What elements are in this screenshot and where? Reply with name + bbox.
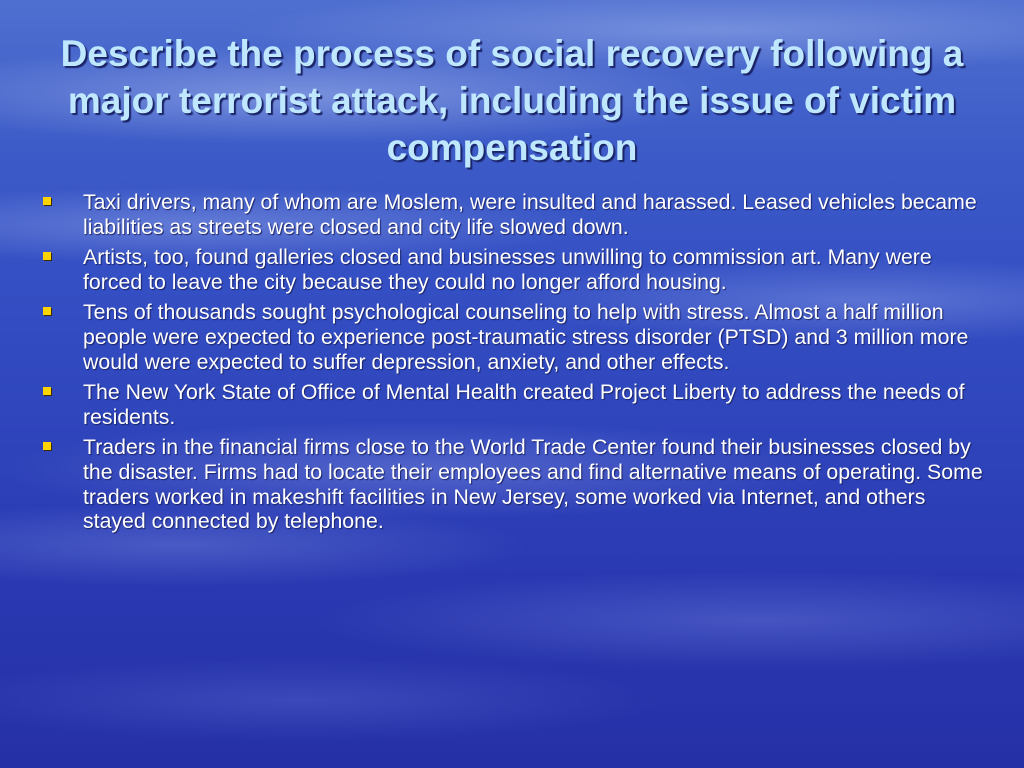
list-item — [43, 435, 988, 533]
list-item — [43, 380, 988, 429]
bullet-text: The New York State of Office of Mental Health created Project Liberty to address the needs of residents. — [83, 380, 965, 429]
list-item — [43, 300, 988, 374]
square-bullet-icon — [43, 197, 51, 205]
bullet-list — [43, 190, 988, 540]
bullet-text: Artists, too, found galleries closed and businesses unwilling to commission art. Many were forced to leave the city because they could no longer afford housing. — [83, 245, 932, 294]
square-bullet-icon — [43, 307, 51, 315]
list-item — [43, 190, 988, 239]
square-bullet-icon — [43, 252, 51, 260]
square-bullet-icon — [43, 387, 51, 395]
square-bullet-icon — [43, 442, 51, 450]
bullet-text: Taxi drivers, many of whom are Moslem, were insulted and harassed. Leased vehicles became liabilities as streets were closed and city life slowed down. — [83, 190, 977, 239]
bullet-text: Traders in the financial firms close to the World Trade Center found their businesses closed by the disaster. Firms had to locate their employees and find alternative means of operating. Some traders worked in makeshift facilities in New Jersey, some worked via Internet, and others stayed connected by telephone. — [83, 435, 983, 534]
bullet-text: Tens of thousands sought psychological counseling to help with stress. Almost a half million people were expected to experience post-traumatic stress disorder (PTSD) and 3 million more would were expected to suffer depression, anxiety, and other effects. — [83, 300, 969, 374]
list-item — [43, 245, 988, 294]
slide-title: Describe the process of social recovery following a major terrorist attack, including the issue of victim compensation — [60, 33, 964, 168]
